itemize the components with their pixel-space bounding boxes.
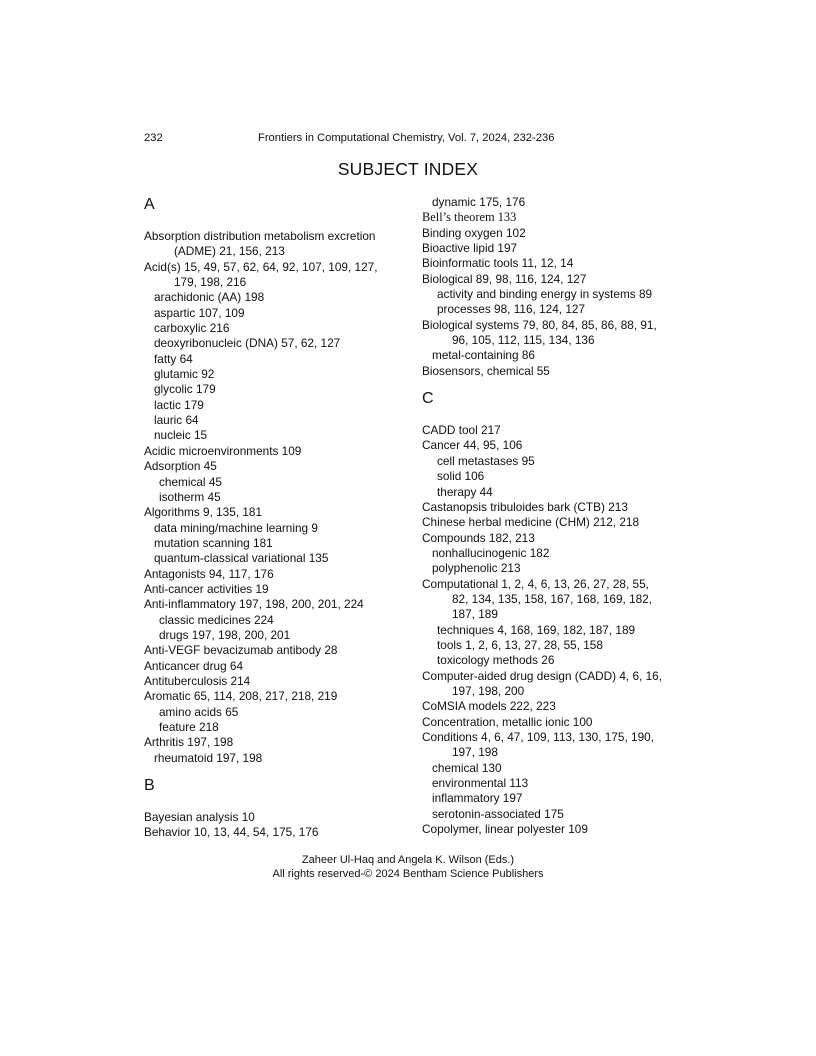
index-subentry: rheumatoid 197, 198 xyxy=(154,750,263,765)
index-subentry: tools 1, 2, 6, 13, 27, 28, 55, 158 xyxy=(437,637,603,652)
index-subentry: solid 106 xyxy=(437,469,485,484)
index-subentry: nonhallucinogenic 182 xyxy=(432,545,550,560)
index-subentry: inflammatory 197 xyxy=(432,791,523,806)
index-subentry: polyphenolic 213 xyxy=(432,561,521,576)
index-subentry: carboxylic 216 xyxy=(154,321,230,336)
index-entry: Compounds 182, 213 xyxy=(422,530,535,545)
index-subentry: amino acids 65 xyxy=(159,704,239,719)
index-subentry: classic medicines 224 xyxy=(159,612,274,627)
index-subentry: toxicology methods 26 xyxy=(437,653,555,668)
index-subentry: metal-containing 86 xyxy=(432,348,535,363)
index-entry: Cancer 44, 95, 106 xyxy=(422,438,523,453)
index-subentry: deoxyribonucleic (DNA) 57, 62, 127 xyxy=(154,336,341,351)
index-entry: Biological 89, 98, 116, 124, 127 xyxy=(422,271,587,286)
index-column-left xyxy=(144,195,414,841)
index-entry: Bell’s theorem 133 xyxy=(422,210,517,225)
index-subentry: lauric 64 xyxy=(154,413,199,428)
index-entry-continuation: 179, 198, 216 xyxy=(174,275,247,290)
index-entry: Chinese herbal medicine (CHM) 212, 218 xyxy=(422,515,640,530)
index-subentry: activity and binding energy in systems 89 xyxy=(437,287,653,302)
index-subentry: chemical 130 xyxy=(432,760,502,775)
index-entry-continuation: 82, 134, 135, 158, 167, 168, 169, 182, xyxy=(452,591,653,606)
section-letter-b: B xyxy=(144,777,155,795)
index-entry: Anti-cancer activities 19 xyxy=(144,581,269,596)
index-entry: Behavior 10, 13, 44, 54, 175, 176 xyxy=(144,825,319,840)
index-subentry: processes 98, 116, 124, 127 xyxy=(437,302,586,317)
index-entry: Copolymer, linear polyester 109 xyxy=(422,822,588,837)
index-subentry: glutamic 92 xyxy=(154,367,215,382)
index-entry-continuation: 96, 105, 112, 115, 134, 136 xyxy=(452,333,595,348)
index-entry: Biological systems 79, 80, 84, 85, 86, 88, 91, xyxy=(422,317,657,332)
section-letter-a: A xyxy=(144,196,155,213)
footer-rights: All rights reserved-© 2024 Bentham Science Publishers xyxy=(272,868,544,880)
page-title: SUBJECT INDEX xyxy=(337,159,479,179)
index-subentry: techniques 4, 168, 169, 182, 187, 189 xyxy=(437,622,636,637)
index-entry-continuation: 197, 198 xyxy=(452,745,498,760)
index-entry: Antagonists 94, 117, 176 xyxy=(144,566,274,581)
index-entry-continuation: (ADME) 21, 156, 213 xyxy=(174,244,285,259)
section-letter-c: C xyxy=(422,390,434,408)
index-subentry: drugs 197, 198, 200, 201 xyxy=(159,627,291,642)
index-subentry: dynamic 175, 176 xyxy=(432,195,526,209)
index-subentry: glycolic 179 xyxy=(154,382,216,397)
index-entry: Acidic microenvironments 109 xyxy=(144,443,302,458)
index-subentry: aspartic 107, 109 xyxy=(154,305,245,320)
index-subentry: chemical 45 xyxy=(159,474,222,489)
index-subentry: quantum-classical variational 135 xyxy=(154,551,329,566)
index-entry: Anti-VEGF bevacizumab antibody 28 xyxy=(144,643,338,658)
index-subentry: arachidonic (AA) 198 xyxy=(154,290,265,305)
index-entry: Anti-inflammatory 197, 198, 200, 201, 224 xyxy=(144,597,364,612)
index-entry: Castanopsis tribuloides bark (CTB) 213 xyxy=(422,499,628,514)
index-subentry: isotherm 45 xyxy=(159,489,221,504)
index-subentry: data mining/machine learning 9 xyxy=(154,520,318,535)
index-subentry: therapy 44 xyxy=(437,484,493,499)
index-entry: Adsorption 45 xyxy=(144,459,217,474)
index-entry: Bioactive lipid 197 xyxy=(422,241,518,256)
index-entry: Absorption distribution metabolism excretion xyxy=(144,229,376,243)
index-entry: CoMSIA models 222, 223 xyxy=(422,699,556,714)
index-entry: CADD tool 217 xyxy=(422,423,501,438)
index-entry: Arthritis 197, 198 xyxy=(144,735,234,750)
index-column-right xyxy=(422,195,692,837)
index-entry: Antituberculosis 214 xyxy=(144,673,251,688)
index-entry: Conditions 4, 6, 47, 109, 113, 130, 175, 190, xyxy=(422,730,654,744)
index-entry: Binding oxygen 102 xyxy=(422,225,526,240)
index-subentry: nucleic 15 xyxy=(154,428,208,443)
index-entry: Bioinformatic tools 11, 12, 14 xyxy=(422,256,574,271)
index-entry: Anticancer drug 64 xyxy=(144,658,244,673)
index-entry: Computational 1, 2, 4, 6, 13, 26, 27, 28, 55, xyxy=(422,576,649,591)
index-subentry: fatty 64 xyxy=(154,351,193,366)
index-entry: Algorithms 9, 135, 181 xyxy=(144,505,263,520)
index-subentry: feature 218 xyxy=(159,720,219,734)
footer-editors: Zaheer Ul-Haq and Angela K. Wilson (Eds.) xyxy=(301,854,515,866)
index-subentry: cell metastases 95 xyxy=(437,453,535,468)
index-entry: Acid(s) 15, 49, 57, 62, 64, 92, 107, 109, 127, xyxy=(144,259,378,274)
index-subentry: lactic 179 xyxy=(154,397,204,412)
page-number: 232 xyxy=(144,132,163,144)
index-subentry: serotonin-associated 175 xyxy=(432,806,564,821)
running-head: Frontiers in Computational Chemistry, Vol. 7, 2024, 232-236 xyxy=(258,132,555,144)
index-entry-continuation: 197, 198, 200 xyxy=(452,683,525,698)
index-subentry: mutation scanning 181 xyxy=(154,535,273,550)
index-entry: Concentration, metallic ionic 100 xyxy=(422,714,593,729)
index-entry: Biosensors, chemical 55 xyxy=(422,363,550,378)
index-entry-continuation: 187, 189 xyxy=(452,607,498,622)
index-subentry: environmental 113 xyxy=(432,776,529,791)
index-entry: Bayesian analysis 10 xyxy=(144,810,255,825)
index-entry: Computer-aided drug design (CADD) 4, 6, 16, xyxy=(422,668,662,683)
index-entry: Aromatic 65, 114, 208, 217, 218, 219 xyxy=(144,689,338,704)
